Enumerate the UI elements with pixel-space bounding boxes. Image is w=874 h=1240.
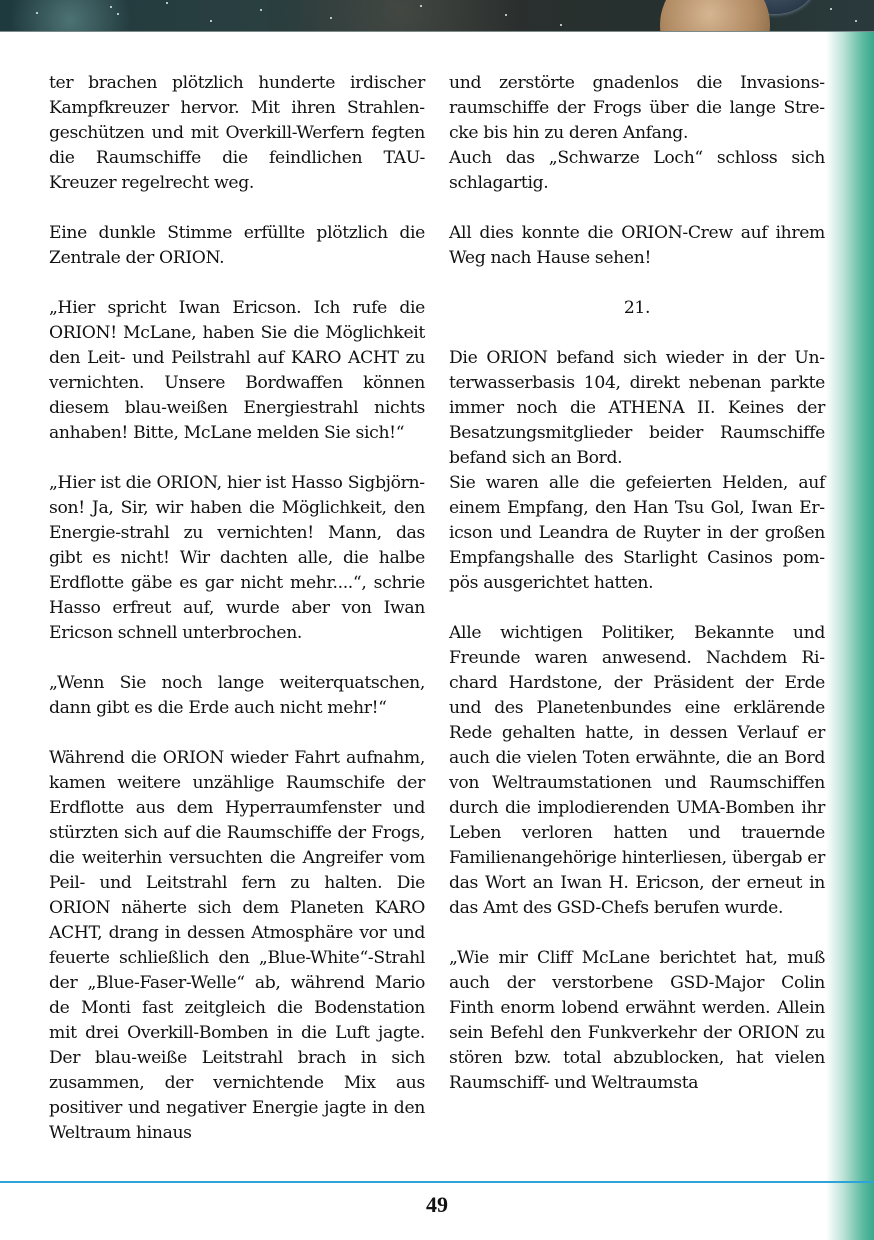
star (505, 14, 507, 16)
star (110, 6, 112, 8)
chapter-heading: 21. (623, 298, 651, 318)
footer-divider (0, 1181, 874, 1183)
decorative-sidebar-gradient (826, 32, 874, 1240)
paragraph: „Wenn Sie noch lange weiterquatschen, dann gibt es die Erde auch nicht mehr!“ (49, 673, 425, 718)
planet-mars-image (660, 0, 770, 32)
paragraph: Die ORION befand sich wieder in der Unterwasserbasis 104, direkt nebenan parkte immer noch die ATHENA II. Keines der Besatzungsmitglieder beider Raumschiffe befand sich an Bord. (449, 348, 825, 468)
paragraph: Auch das „Schwarze Loch“ schloss sich schlagartig. (449, 148, 825, 193)
paragraph: Während die ORION wieder Fahrt aufnahm, kamen weitere unzählige Raumschife der Erdflotte aus dem Hyperraumfenster und stürzten sich auf die Raumschiffe der Frogs, die weiterhin versuchten die Angreifer vom Peil- und Leitstrahl fern zu halten. Die ORION näherte sich dem Planeten KARO ACHT, drang in dessen Atmosphäre vor und feuerte schließlich den „Blue-White“-Strahl der „Blue-Faser-Welle“ ab, während Mario de Monti fast zeitgleich die Bodenstation mit drei Overkill-Bomben in die Luft jagte. Der blau-weiße Leitstrahl brach in sich zusammen, der vernichtende Mix aus positiver und negativer Energie jagte in den Weltraum hinaus (49, 748, 425, 1143)
paragraph: „Hier spricht Iwan Ericson. Ich rufe die ORION! McLane, haben Sie die Möglichkeit den Leit- und Peilstrahl auf KARO ACHT zu vernichten. Unsere Bordwaffen können diesem blau-weißen Energiestrahl nichts anhaben! Bitte, McLane melden Sie sich!“ (49, 298, 425, 443)
star (560, 24, 562, 26)
star (36, 12, 38, 14)
paragraph: Eine dunkle Stimme erfüllte plötzlich die Zentrale der ORION. (49, 223, 425, 268)
page-number: 49 (426, 1192, 448, 1217)
paragraph: „Hier ist die ORION, hier ist Hasso Sigbjörnson! Ja, Sir, wir haben die Möglichkeit, den Energie-strahl zu vernichten! Mann, das gibt es nicht! Wir dachten alle, die halbe Erdflotte gäbe es gar nicht mehr....“, schrie Hasso erfreut auf, wurde aber von Iwan Ericson schnell unterbrochen. (49, 473, 425, 643)
header-banner-image (0, 0, 874, 32)
paragraph: Alle wichtigen Politiker, Bekannte und Freunde waren anwesend. Nachdem Richard Hardstone, der Präsident der Erde und des Planetenbundes eine erklärende Rede gehalten hatte, in dessen Verlauf er auch die vielen Toten erwähnte, die an Bord von Weltraumstationen und Raumschiffen durch die implodierenden UMA-Bomben ihr Leben verloren hatten und trauernde Familienangehörige hinterliesen, übergab er das Wort an Iwan H. Ericson, der erneut in das Amt des GSD-Chefs berufen wurde. (449, 623, 825, 918)
paragraph: „Wie mir Cliff McLane berichtet hat, muß auch der verstorbene GSD-Major Colin Finth enorm lobend erwähnt werden. Allein sein Befehl den Funkverkehr der ORION zu stören bzw. total abzublocken, hat vielen Raumschiff- und Weltraumsta (449, 948, 825, 1093)
paragraph: All dies konnte die ORION-Crew auf ihrem Weg nach Hause sehen! (449, 223, 825, 268)
paragraph: und zerstörte gnadenlos die Invasionsraumschiffe der Frogs über die lange Strecke bis hin zu deren Anfang. (449, 73, 825, 143)
star (330, 17, 332, 19)
star (420, 5, 422, 7)
left-text-column (49, 71, 425, 1171)
star (117, 13, 119, 15)
star (210, 20, 212, 22)
paragraph: ter brachen plötzlich hunderte irdischer Kampfkreuzer hervor. Mit ihren Strahlengeschützen und mit Overkill-Werfern fegten die Raumschiffe die feindlichen TAU-Kreuzer regelrecht weg. (49, 73, 425, 193)
paragraph: Sie waren alle die gefeierten Helden, auf einem Empfang, den Han Tsu Gol, Iwan Ericson und Leandra de Ruyter in der großen Empfangshalle des Starlight Casinos pompös ausgerichtet hatten. (449, 473, 825, 593)
star (830, 8, 832, 10)
star (855, 20, 857, 22)
star (166, 2, 168, 4)
right-text-column (449, 71, 825, 1121)
star (260, 9, 262, 11)
